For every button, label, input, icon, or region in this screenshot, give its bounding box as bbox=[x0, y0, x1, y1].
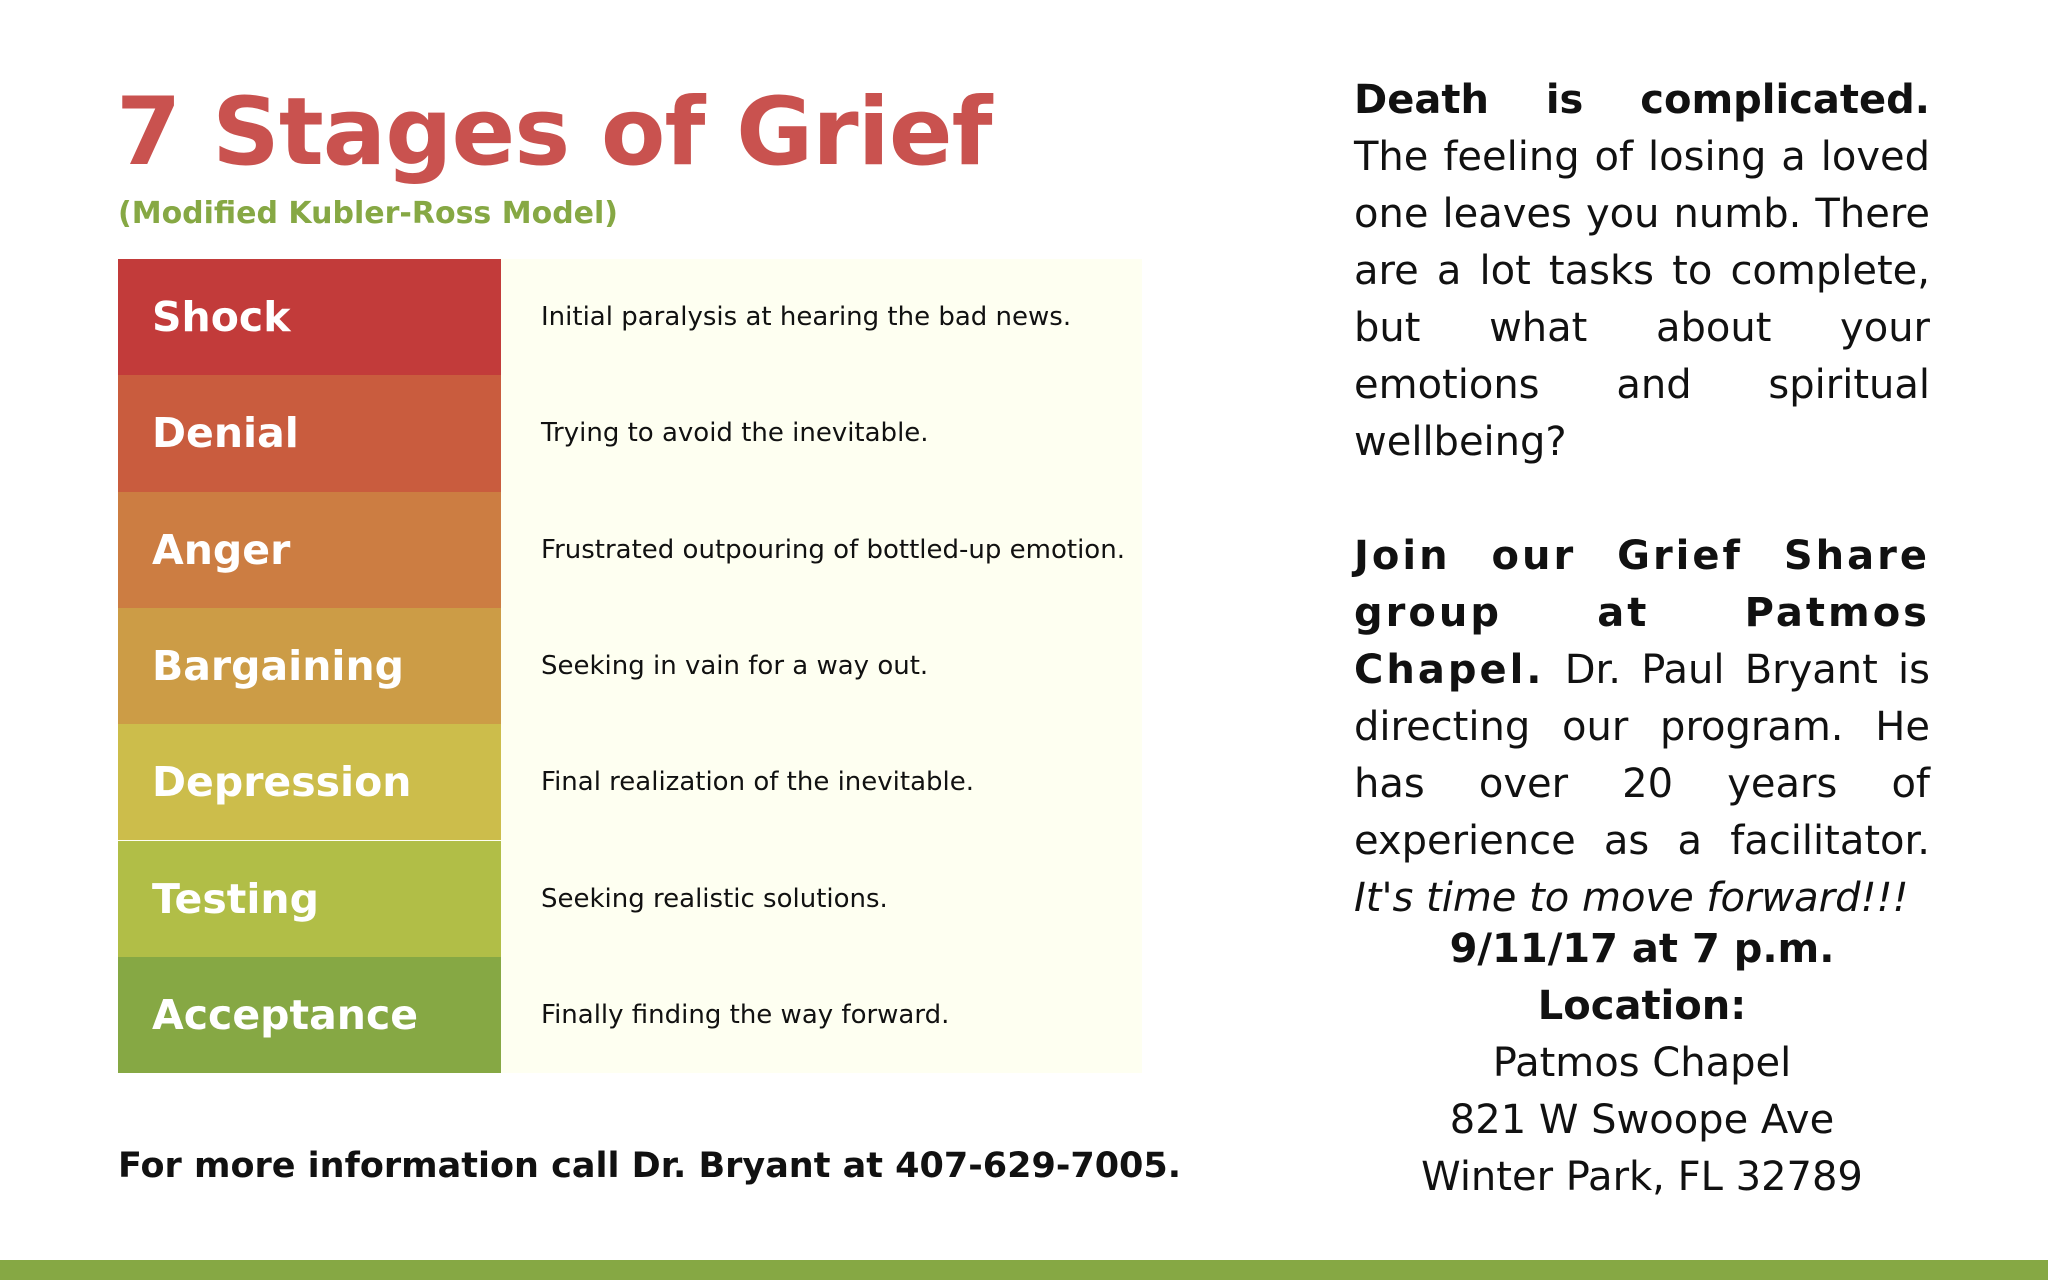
stage-description: Trying to avoid the inevitable. bbox=[541, 418, 929, 449]
stage-name: Acceptance bbox=[152, 990, 419, 1039]
stage-name: Shock bbox=[152, 293, 291, 342]
stage-description: Seeking realistic solutions. bbox=[541, 883, 888, 914]
stage-name-cell bbox=[118, 724, 501, 840]
stage-name-cell bbox=[118, 492, 501, 608]
page-title: 7 Stages of Grief bbox=[116, 78, 992, 187]
intro-body: The feeling of losing a loved one leaves you numb. There are a lot tasks to complete, but what about your emotions and spiritual wellbeing? bbox=[1354, 134, 1930, 465]
stage-name-cell bbox=[118, 608, 501, 724]
event-details bbox=[1354, 921, 1930, 1206]
stage-row-depression bbox=[118, 724, 1142, 840]
stage-row-denial bbox=[118, 375, 1142, 491]
stage-row-shock bbox=[118, 259, 1142, 375]
location-label: Location: bbox=[1537, 983, 1747, 1029]
stage-row-anger bbox=[118, 492, 1142, 608]
stage-description: Initial paralysis at hearing the bad news. bbox=[541, 302, 1072, 333]
contact-info: For more information call Dr. Bryant at 407-629-7005. bbox=[118, 1146, 1182, 1186]
stage-description: Frustrated outpouring of bottled-up emotion. bbox=[541, 534, 1125, 565]
intro-text bbox=[1354, 72, 1930, 927]
stage-name: Denial bbox=[152, 409, 299, 458]
stage-name: Testing bbox=[152, 874, 319, 923]
page-subtitle: (Modified Kubler-Ross Model) bbox=[118, 196, 619, 231]
intro-lead: Death is complicated. bbox=[1354, 77, 1930, 123]
join-paragraph bbox=[1354, 528, 1930, 927]
stage-name: Depression bbox=[152, 758, 412, 807]
stage-name: Bargaining bbox=[152, 642, 404, 691]
stage-description: Seeking in vain for a way out. bbox=[541, 651, 929, 682]
stage-row-testing bbox=[118, 841, 1142, 957]
venue-city: Winter Park, FL 32789 bbox=[1421, 1154, 1863, 1200]
intro-paragraph bbox=[1354, 72, 1930, 471]
stage-description: Final realization of the inevitable. bbox=[541, 767, 975, 798]
join-body: Dr. Paul Bryant is directing our program. He has over 20 years of experience as a facilitator. bbox=[1354, 647, 1930, 864]
venue-name: Patmos Chapel bbox=[1492, 1040, 1792, 1086]
stage-row-acceptance bbox=[118, 957, 1142, 1073]
stage-name-cell bbox=[118, 375, 501, 491]
stage-row-bargaining bbox=[118, 608, 1142, 724]
stages-table bbox=[118, 259, 1142, 1073]
stage-name-cell bbox=[118, 957, 501, 1073]
event-datetime: 9/11/17 at 7 p.m. bbox=[1449, 926, 1835, 972]
stage-name-cell bbox=[118, 259, 501, 375]
bottom-accent-bar bbox=[0, 1260, 2048, 1280]
stage-name-cell bbox=[118, 841, 501, 957]
stage-name: Anger bbox=[152, 525, 291, 574]
join-lead: Join our Grief Share group at Patmos Chapel. bbox=[1354, 533, 1930, 693]
stage-description: Finally finding the way forward. bbox=[541, 999, 950, 1030]
venue-street: 821 W Swoope Ave bbox=[1449, 1097, 1835, 1143]
join-closing: It's time to move forward!!! bbox=[1354, 875, 1909, 921]
